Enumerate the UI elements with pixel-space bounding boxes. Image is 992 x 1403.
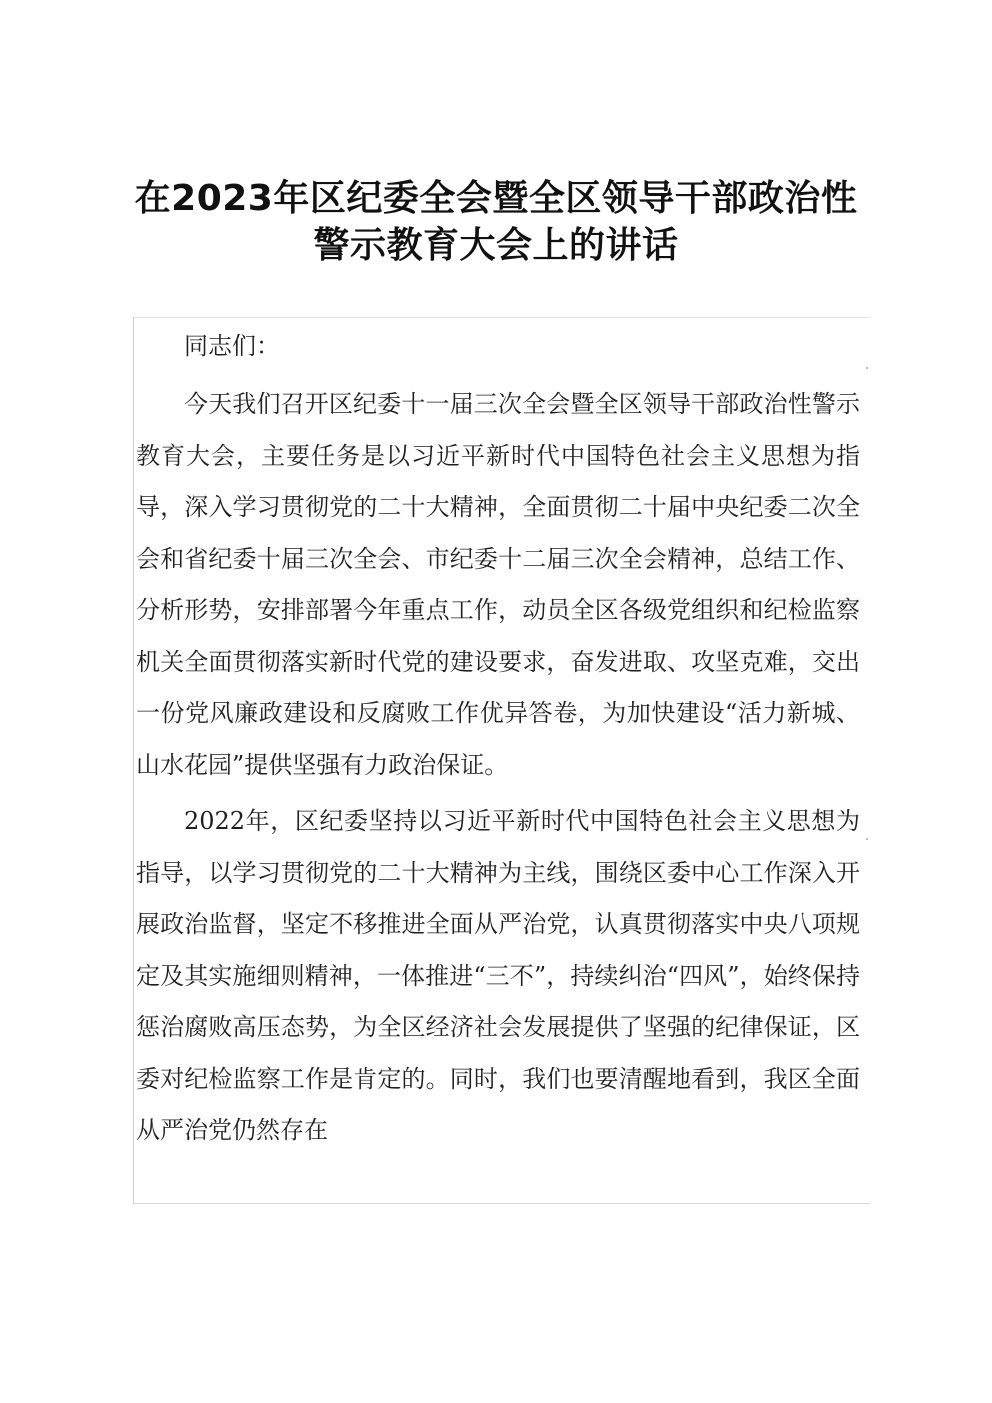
- paragraph-2: 2022年，区纪委坚持以习近平新时代中国特色社会主义思想为指导，以学习贯彻党的二十大精神为主线，围绕区委中心工作深入开展政治监督，坚定不移推进全面从严治党，认真贯彻落实中央八项规定及其实施细则精神，一体推进“三不”，持续纠治“四风”，始终保持惩治腐败高压态势，为全区经济社会发展提供了坚强的纪律保证，区委对纪检监察工作是肯定的。同时，我们也要清醒地看到，我区全面从严治党仍然存在: [136, 807, 860, 1144]
- paragraph-1: 今天我们召开区纪委十一届三次全会暨全区领导干部政治性警示教育大会，主要任务是以习近平新时代中国特色社会主义思想为指导，深入学习贯彻党的二十大精神，全面贯彻二十届中央纪委二次全会和省纪委十届三次全会、市纪委十二届三次全会精神，总结工作、分析形势，安排部署今年重点工作，动员全区各级党组织和纪检监察机关全面贯彻落实新时代党的建设要求，奋发进取、攻坚克难，交出一份党风廉政建设和反腐败工作优异答卷，为加快建设“活力新城、山水花园”提供坚强有力政治保证。: [136, 390, 860, 779]
- body-text: [136, 318, 860, 1157]
- document-title: [100, 175, 892, 269]
- margin-mark: [866, 367, 868, 369]
- title-line-1: 在2023年区纪委全会暨全区领导干部政治性: [134, 178, 858, 219]
- margin-mark: [866, 838, 868, 840]
- greeting: 同志们：: [184, 332, 280, 360]
- title-line-2: 警示教育大会上的讲话: [313, 225, 679, 266]
